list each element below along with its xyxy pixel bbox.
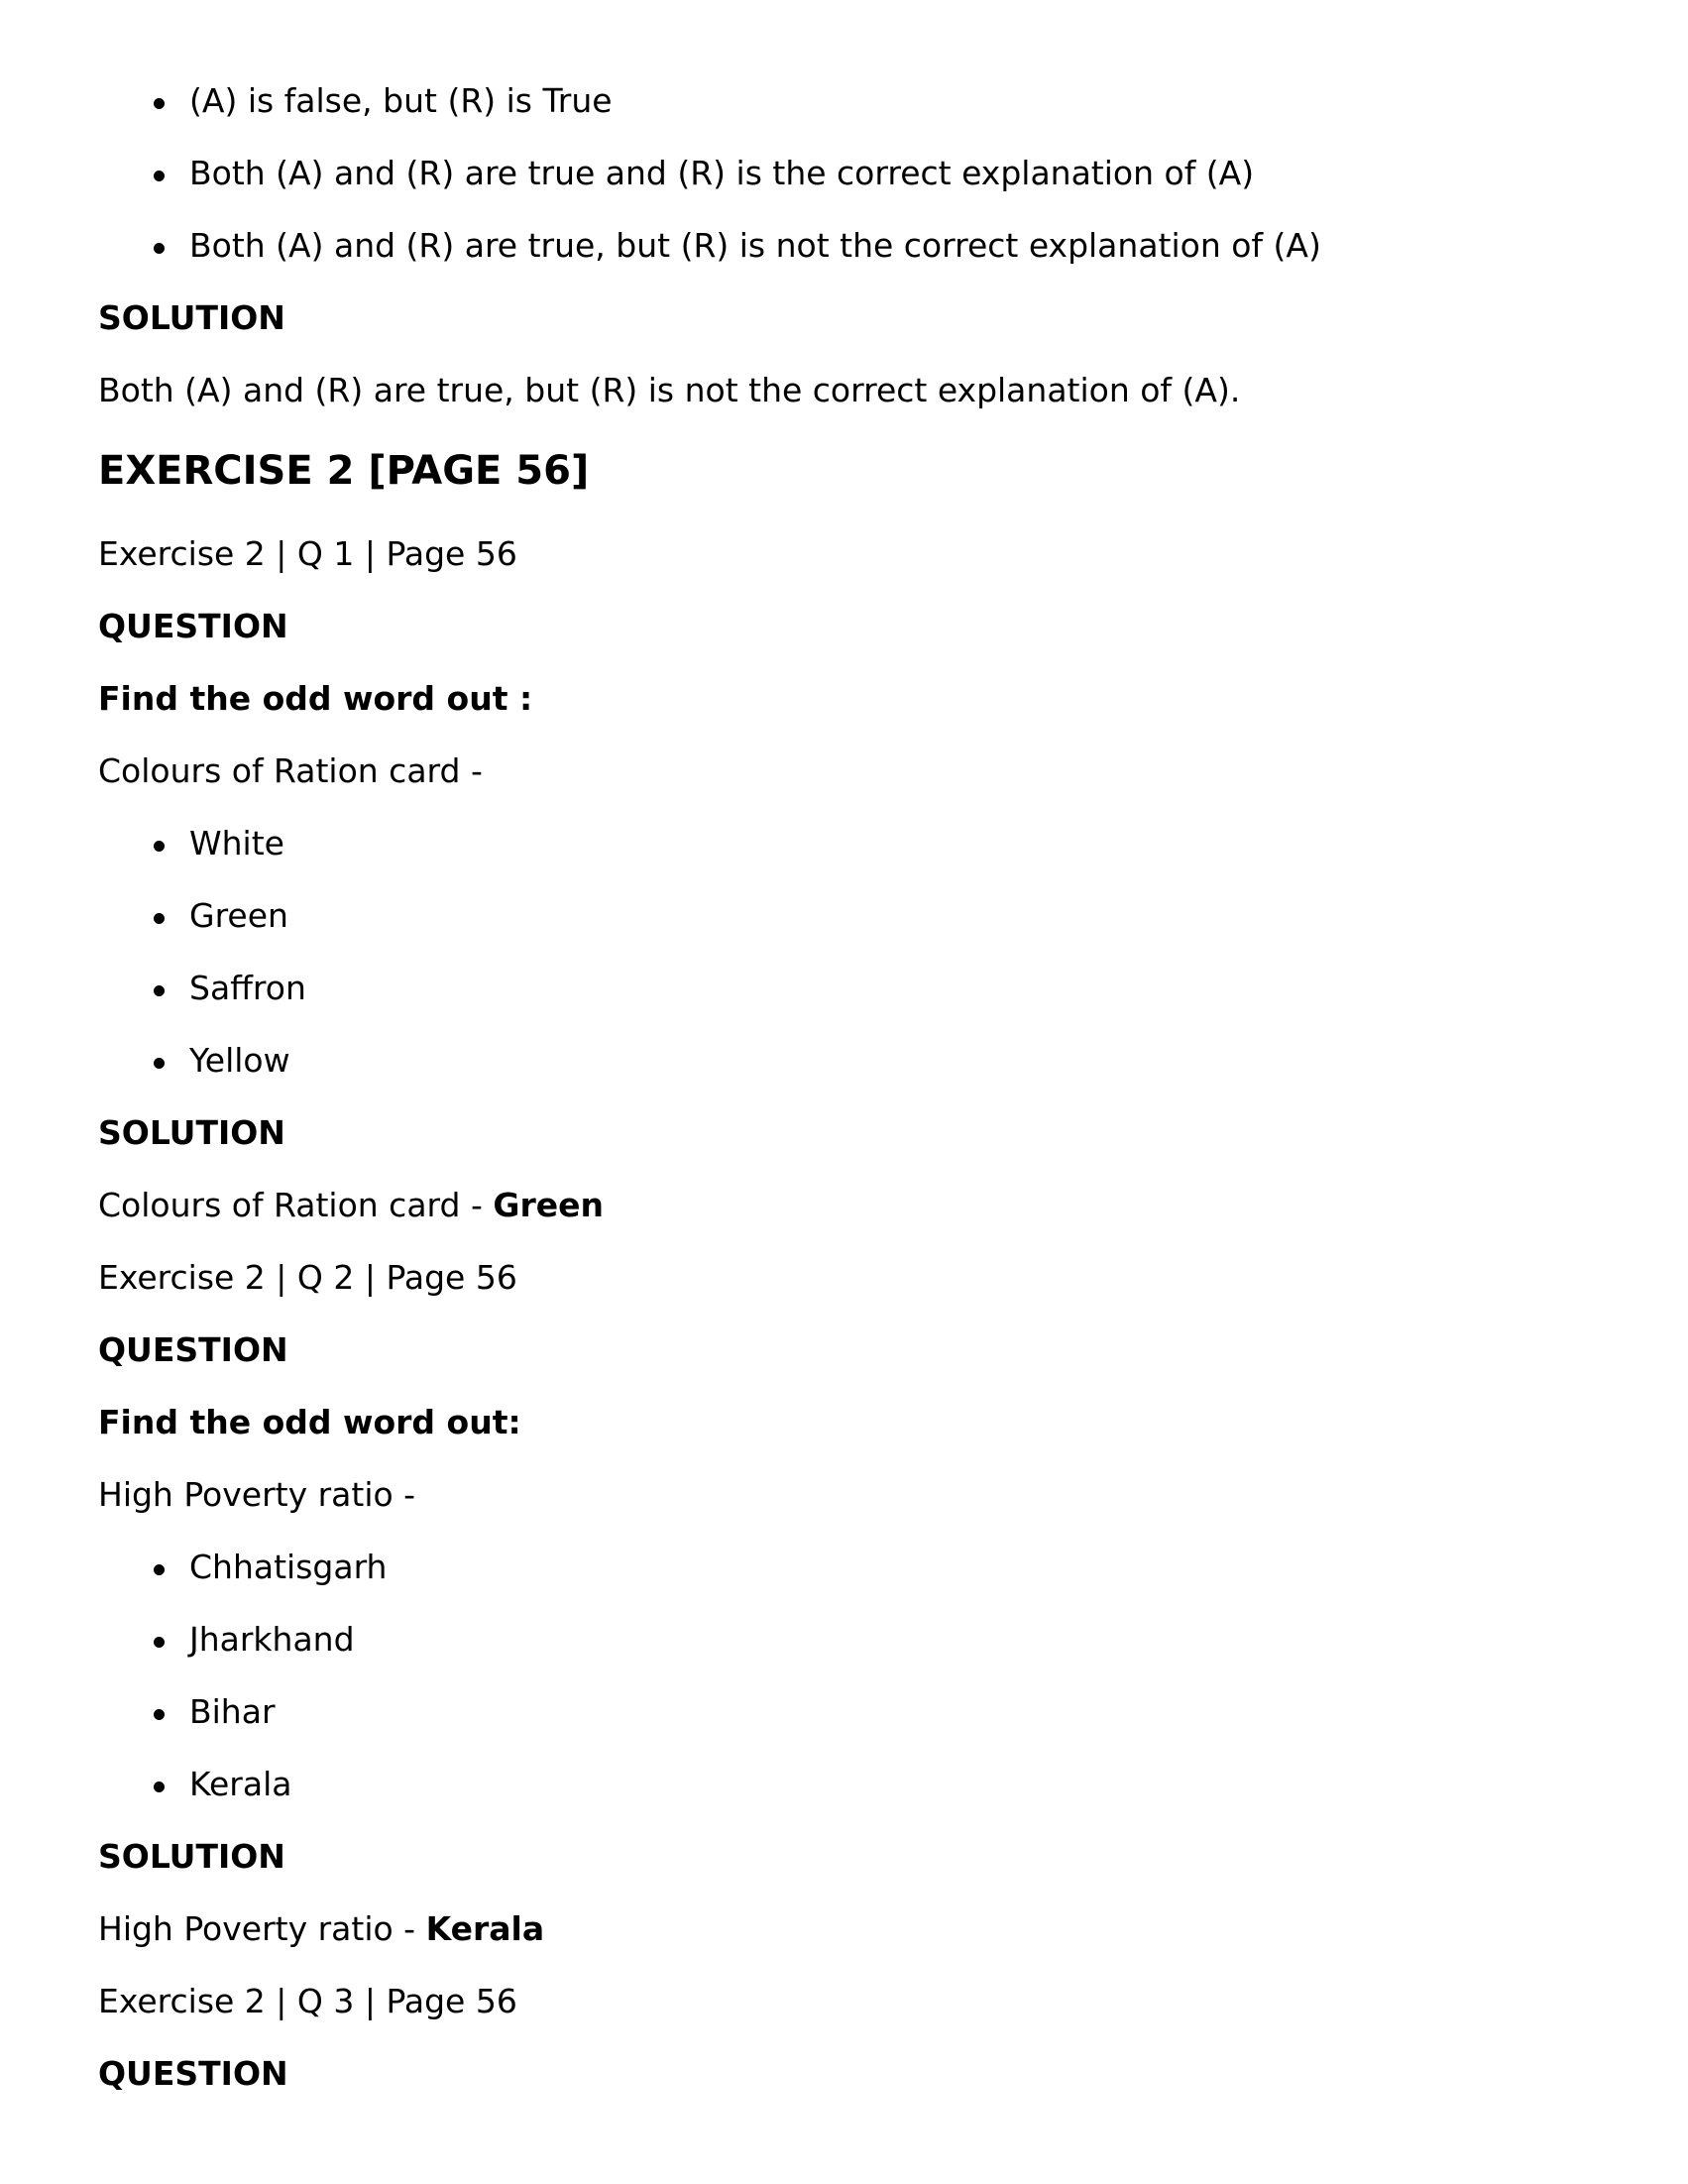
solution-text [98,1909,544,1949]
question-reference: Exercise 2 | Q 1 | Page 56 [98,534,517,573]
option-text: Kerala [189,1765,292,1803]
exercise-heading: EXERCISE 2 [PAGE 56] [98,448,590,494]
option-text: (A) is false, but (R) is True [189,81,613,120]
solution-answer: Kerala [425,1909,545,1948]
question-label: QUESTION [98,2054,288,2093]
solution-label: SOLUTION [98,298,285,337]
question-instruction: Find the odd word out : [98,679,533,718]
question-instruction: Find the odd word out: [98,1403,521,1441]
question-reference: Exercise 2 | Q 3 | Page 56 [98,1982,517,2020]
option-text: Both (A) and (R) are true and (R) is the correct explanation of (A) [189,154,1255,192]
solution-label: SOLUTION [98,1113,285,1152]
option-text: Green [189,896,288,935]
question-prompt: High Poverty ratio - [98,1475,416,1514]
solution-answer: Green [493,1186,604,1224]
question-reference: Exercise 2 | Q 2 | Page 56 [98,1258,517,1297]
question-label: QUESTION [98,1330,288,1369]
option-text: Bihar [189,1692,276,1731]
option-text: Jharkhand [189,1620,355,1659]
question-prompt: Colours of Ration card - [98,751,483,790]
question-label: QUESTION [98,607,288,645]
solution-text: Both (A) and (R) are true, but (R) is not the correct explanation of (A). [98,371,1241,409]
option-text: Both (A) and (R) are true, but (R) is not the correct explanation of (A) [189,226,1321,265]
solution-text [98,1186,604,1225]
option-text: Saffron [189,969,306,1007]
solution-prefix: Colours of Ration card - [98,1186,494,1224]
option-text: White [189,824,284,862]
solution-label: SOLUTION [98,1837,285,1876]
option-text: Chhatisgarh [189,1548,388,1586]
option-text: Yellow [189,1041,290,1080]
solution-prefix: High Poverty ratio - [98,1909,426,1948]
